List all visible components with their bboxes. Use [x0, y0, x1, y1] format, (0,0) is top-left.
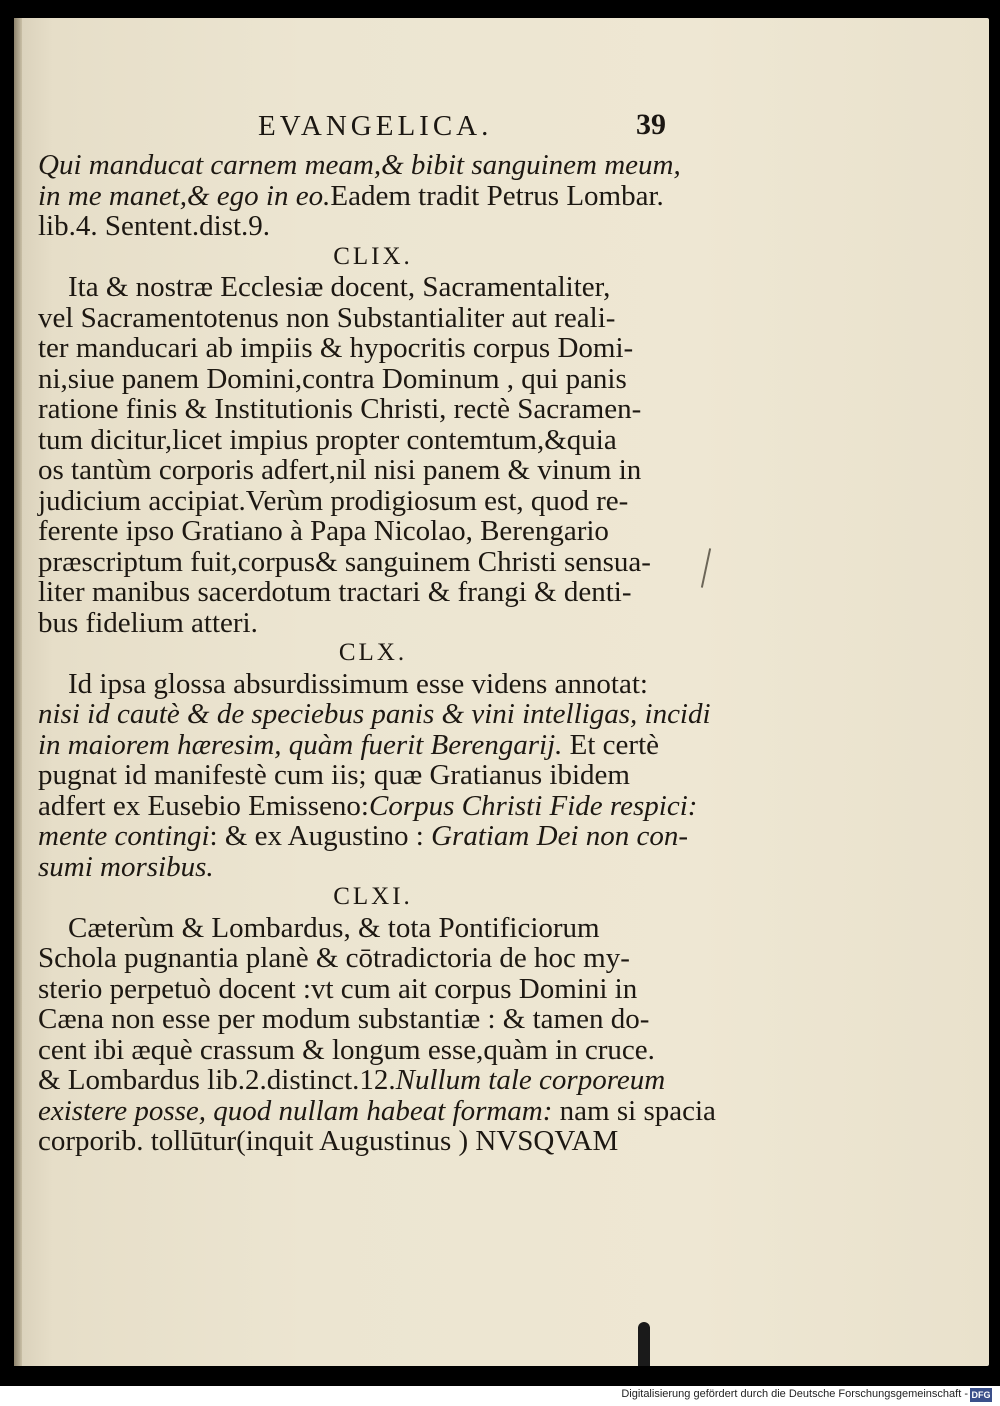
- text-line: [38, 730, 668, 761]
- line-text: ter manducari ab impiis & hypocritis corpus Domi-: [38, 332, 634, 364]
- line-text: ferente ipso Gratiano à Papa Nicolao, Berengario: [38, 515, 609, 547]
- text-line: [38, 364, 668, 395]
- line-text: mente contingi: [38, 820, 210, 852]
- text-line: [38, 1035, 668, 1066]
- text-line: [38, 698, 711, 730]
- running-head: EVANGELICA.: [258, 110, 493, 142]
- text-line: [38, 577, 668, 608]
- line-text-italic: Gratiam Dei non con-: [431, 820, 689, 852]
- text-line: [38, 669, 668, 700]
- line-text: CLIX.: [333, 242, 413, 270]
- line-text: CLX.: [338, 639, 408, 666]
- body-text: [38, 149, 716, 1157]
- text-line: [38, 394, 668, 425]
- line-text: tum dicitur,licet impius propter contemtum,&quia: [38, 423, 617, 456]
- text-line: [38, 820, 689, 852]
- line-text: sumi morsibus.: [38, 850, 214, 883]
- line-text: vel Sacramentotenus non Substantialiter aut reali-: [38, 301, 616, 334]
- line-text: nisi id cautè & de speciebus panis & vini intelligas, incidi: [38, 698, 711, 730]
- line-text: in me manet,& ego in eo.: [38, 179, 331, 212]
- text-line: [38, 149, 681, 181]
- text-line: [38, 974, 668, 1005]
- dfg-logo: DFG: [971, 1390, 991, 1400]
- line-text: cent ibi æquè crassum & longum esse,quàm in cruce.: [38, 1033, 655, 1066]
- line-text-continued: Et certè: [562, 728, 659, 761]
- text-line: [38, 272, 668, 303]
- line-text: corporib. tollūtur(inquit Augustinus ) NVSQVAM: [38, 1125, 619, 1157]
- section-number: [38, 242, 668, 273]
- line-text-continued: Eadem tradit Petrus Lombar.: [330, 179, 664, 212]
- line-text: existere posse, quod nullam habeat formam:: [38, 1094, 553, 1127]
- line-text: os tantùm corporis adfert,nil nisi panem & vinum in: [38, 454, 642, 486]
- text-line: [38, 486, 668, 517]
- line-text: in maiorem hæresim, quàm fuerit Berengarij.: [38, 728, 563, 761]
- line-text: Cæna non esse per modum substantiæ : & tamen do-: [38, 1003, 650, 1035]
- text-line: [38, 789, 698, 822]
- text-line: [38, 608, 668, 639]
- text-line: [38, 913, 668, 944]
- page-header: [0, 110, 1000, 150]
- line-text: bus fidelium atteri.: [38, 606, 258, 639]
- line-text-continued: nam si spacia: [552, 1094, 716, 1127]
- line-text: sterio perpetuò docent :vt cum ait corpus Domini in: [38, 972, 638, 1005]
- line-text-italic: Nullum tale corporeum: [395, 1064, 666, 1096]
- text-line: [38, 1094, 716, 1127]
- line-text: lib.4. Sentent.dist.9.: [38, 210, 270, 242]
- text-line: [38, 1065, 668, 1096]
- section-number: [38, 638, 668, 669]
- page-number: 39: [636, 108, 666, 141]
- line-text: liter manibus sacerdotum tractari & frangi & denti-: [38, 576, 632, 608]
- text-line: [38, 943, 668, 974]
- line-text: præscriptum fuit,corpus& sanguinem Christi sensua-: [38, 545, 651, 578]
- section-number: [38, 882, 668, 913]
- text-line: [38, 1126, 668, 1157]
- line-text-continued: : & ex Augustino :: [209, 820, 432, 852]
- page-binding-edge: [14, 18, 22, 1366]
- line-text: adfert ex Eusebio Emisseno:: [38, 789, 369, 822]
- text-line: [38, 211, 668, 242]
- line-text-italic: Corpus Christi Fide respici:: [369, 789, 698, 822]
- text-line: [38, 333, 668, 364]
- text-line: [38, 547, 668, 578]
- line-text: Schola pugnantia planè & cōtradictoria de hoc my-: [38, 942, 630, 974]
- line-text: Ita & nostræ Ecclesiæ docent, Sacramentaliter,: [68, 271, 611, 303]
- line-text: judicium accipiat.Verùm prodigiosum est, quod re-: [38, 484, 629, 517]
- text-line: [38, 852, 668, 883]
- text-line: [38, 425, 668, 456]
- line-text: & Lombardus lib.2.distinct.12.: [38, 1064, 396, 1096]
- line-text: ratione finis & Institutionis Christi, rectè Sacramen-: [38, 393, 642, 425]
- text-line: [38, 516, 668, 547]
- line-text: Qui manducat carnem meam,& bibit sanguinem meum,: [38, 149, 681, 181]
- funding-credit: Digitalisierung gefördert durch die Deutsche Forschungsgemeinschaft -: [621, 1388, 968, 1400]
- text-line: [38, 303, 668, 334]
- line-text: Cæterùm & Lombardus, & tota Pontificiorum: [68, 911, 600, 944]
- line-text: Id ipsa glossa absurdissimum esse videns annotat:: [68, 667, 648, 700]
- text-line: [38, 760, 668, 791]
- text-line: [38, 1004, 668, 1035]
- text-line: [38, 455, 668, 486]
- text-line: [38, 181, 668, 212]
- line-text: pugnat id manifestè cum iis; quæ Gratianus ibidem: [38, 759, 630, 791]
- line-text: CLXI.: [333, 883, 413, 910]
- credit-bar: [0, 1386, 1000, 1406]
- line-text: ni,siue panem Domini,contra Dominum , qui panis: [38, 362, 627, 395]
- page-holder-clip: [638, 1322, 650, 1366]
